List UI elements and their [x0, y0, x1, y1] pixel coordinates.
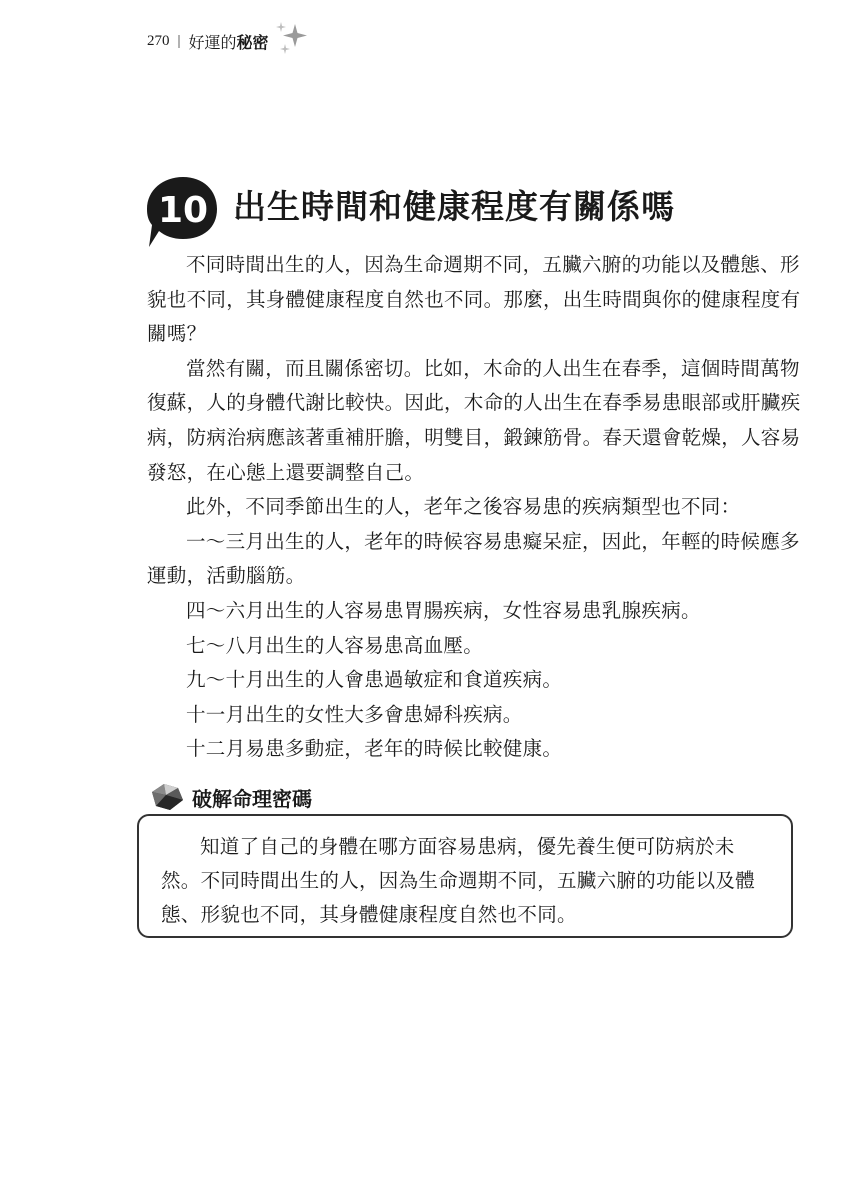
- paragraph: 一～三月出生的人，老年的時候容易患癡呆症，因此，年輕的時候應多運動，活動腦筋。: [147, 529, 800, 588]
- body-text: [147, 248, 803, 767]
- chapter-number: 10: [157, 190, 209, 231]
- paragraph: 九～十月出生的人會患過敏症和食道疾病。: [186, 668, 563, 692]
- header-separator: |: [177, 33, 181, 49]
- tips-heading: [148, 782, 312, 812]
- paragraph: 當然有關，而且關係密切。比如，木命的人出生在春季，這個時間萬物復蘇，人的身體代謝比較快。因此，木命的人出生在春季易患眼部或肝臟疾病，防病治病應該著重補肝膽，明雙目，鍛鍊筋骨。春天還會乾燥，人容易發怒，在心態上還要調整自己。: [147, 356, 801, 484]
- page-number: 270: [147, 33, 170, 49]
- running-header: [147, 30, 311, 53]
- paragraph: 此外，不同季節出生的人，老年之後容易患的疾病類型也不同：: [186, 495, 741, 519]
- book-title-bold: 秘密: [236, 33, 269, 52]
- paragraph: 七～八月出生的人容易患高血壓。: [186, 633, 484, 657]
- tips-text: 知道了自己的身體在哪方面容易患病，優先養生便可防病於未然。不同時間出生的人，因為生命週期不同，五臟六腑的功能以及體態、形貌也不同，其身體健康程度自然也不同。: [161, 835, 756, 927]
- book-title: [189, 30, 269, 53]
- chapter-title: 出生時間和健康程度有關係嗎: [233, 186, 675, 226]
- book-title-plain: 好運的: [188, 33, 237, 52]
- tips-title: 破解命理密碼: [192, 786, 312, 811]
- paragraph: 十二月易患多動症，老年的時候比較健康。: [186, 737, 563, 761]
- sparkle-icon: [271, 22, 311, 52]
- paragraph: 十一月出生的女性大多會患婦科疾病。: [186, 702, 523, 726]
- chapter-number-badge: [145, 173, 221, 253]
- paragraph: 四～六月出生的人容易患胃腸疾病，女性容易患乳腺疾病。: [186, 598, 701, 622]
- paragraph: 不同時間出生的人，因為生命週期不同，五臟六腑的功能以及體態、形貌也不同，其身體健康程度自然也不同。那麼，出生時間與你的健康程度有關嗎？: [147, 253, 801, 346]
- crystal-icon: [148, 782, 186, 812]
- chapter-heading: [145, 173, 675, 253]
- tips-box: [137, 814, 793, 938]
